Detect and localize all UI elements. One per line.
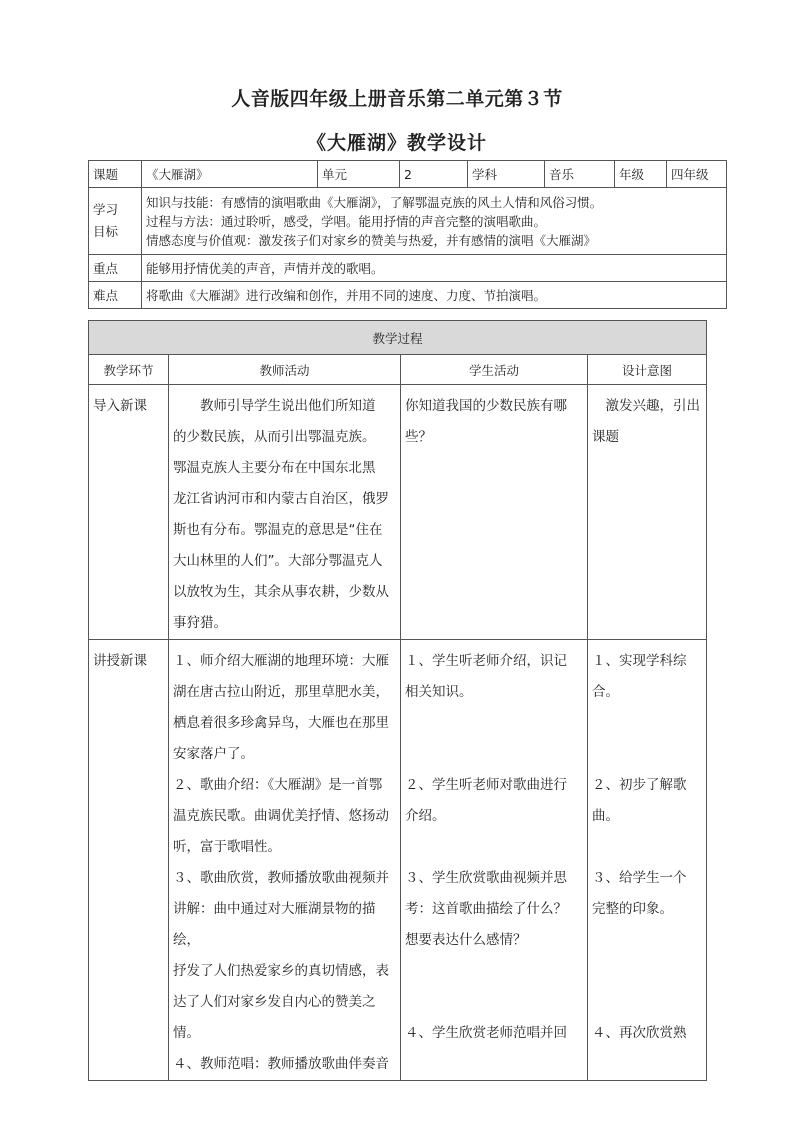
- teacher-new-lesson: １、师介绍大雁湖的地理环境：大雁 湖在唐古拉山附近，那里草肥水美， 栖息着很多珍禽异鸟，大雁也在那里 安家落户了。 ２、歌曲介绍：《大雁湖》是一首鄂 温克族民歌。曲调优美抒情、悠扬动 听，富于歌唱性。 ３、歌曲欣赏，教师播放歌曲视频并 讲解：曲中通过对大雁湖景物的描绘， 抒发了人们热爱家乡的真切情感，表 达了人们对家乡发自内心的赞美之 情。 ４、教师范唱：教师播放歌曲伴奏音: [169, 640, 401, 1081]
- difficulty-value: 将歌曲《大雁湖》进行改编和创作，并用不同的速度、力度、节拍演唱。: [142, 282, 727, 309]
- unit-label: 单元: [318, 161, 400, 188]
- header-teacher: 教师活动: [169, 355, 401, 385]
- intent-new-lesson: １、实现学科综 合。 ２、初步了解歌 曲。 ３、给学生一个 完整的印象。 ４、再次欣赏熟: [588, 640, 707, 1081]
- lesson-info-table: [88, 160, 727, 309]
- header-stage: 教学环节: [89, 355, 169, 385]
- goal-emotion: 情感态度与价值观：激发孩子们对家乡的赞美与热爱，并有感情的演唱《大雁湖》: [146, 232, 597, 248]
- intent-intro: 激发兴趣，引出 课题: [588, 385, 707, 640]
- table-row: [89, 255, 727, 282]
- header-student: 学生活动: [401, 355, 588, 385]
- key-label: 重点: [89, 255, 142, 282]
- topic-label: 课题: [89, 161, 142, 188]
- subject-label: 学科: [468, 161, 545, 188]
- teacher-intro: 教师引导学生说出他们所知道 的少数民族，从而引出鄂温克族。 鄂温克族人主要分布在中国东北黑 龙江省讷河市和内蒙古自治区，俄罗 斯也有分布。鄂温克的意思是“住在 大山林里的人们”。大部分鄂温克人 以放牧为生，其余从事农耕，少数从 事狩猎。: [169, 385, 401, 640]
- goals-label: 学习 目标: [89, 188, 142, 255]
- key-value: 能够用抒情优美的声音，声情并茂的歌唱。: [142, 255, 727, 282]
- table-row: [89, 282, 727, 309]
- header-intent: 设计意图: [588, 355, 707, 385]
- document-subtitle: 《大雁湖》教学设计: [306, 132, 487, 154]
- goal-process: 过程与方法：通过聆听，感受，学唱。能用抒情的声音完整的演唱歌曲。: [146, 213, 547, 229]
- stage-intro: 导入新课: [89, 385, 169, 640]
- goal-knowledge: 知识与技能：有感情的演唱歌曲《大雁湖》，了解鄂温克族的风土人情和风俗习惯。: [146, 194, 603, 210]
- table-row: [89, 188, 727, 255]
- teaching-process-table: [88, 320, 707, 1081]
- student-new-lesson: １、学生听老师介绍，识记 相关知识。 ２、学生听老师对歌曲进行 介绍。 ３、学生欣赏歌曲视频并思 考：这首歌曲描绘了什么？ 想要表达什么感情？ ４、学生欣赏老师范唱并回: [401, 640, 588, 1081]
- unit-value: 2: [400, 161, 468, 188]
- subject-value: 音乐: [545, 161, 615, 188]
- table-row: [89, 161, 727, 188]
- document-title: 人音版四年级上册音乐第二单元第３节: [231, 88, 563, 110]
- student-intro: 你知道我国的少数民族有哪 些？: [401, 385, 588, 640]
- learning-goals: [142, 188, 727, 255]
- table-row-new-lesson: [89, 640, 707, 1081]
- header-row: [89, 355, 707, 385]
- grade-value: 四年级: [667, 161, 727, 188]
- difficulty-label: 难点: [89, 282, 142, 309]
- grade-label: 年级: [615, 161, 667, 188]
- topic-value: 《大雁湖》: [142, 161, 318, 188]
- stage-new-lesson: 讲授新课: [89, 640, 169, 1081]
- section-title: 教学过程: [89, 321, 707, 355]
- table-row-intro: [89, 385, 707, 640]
